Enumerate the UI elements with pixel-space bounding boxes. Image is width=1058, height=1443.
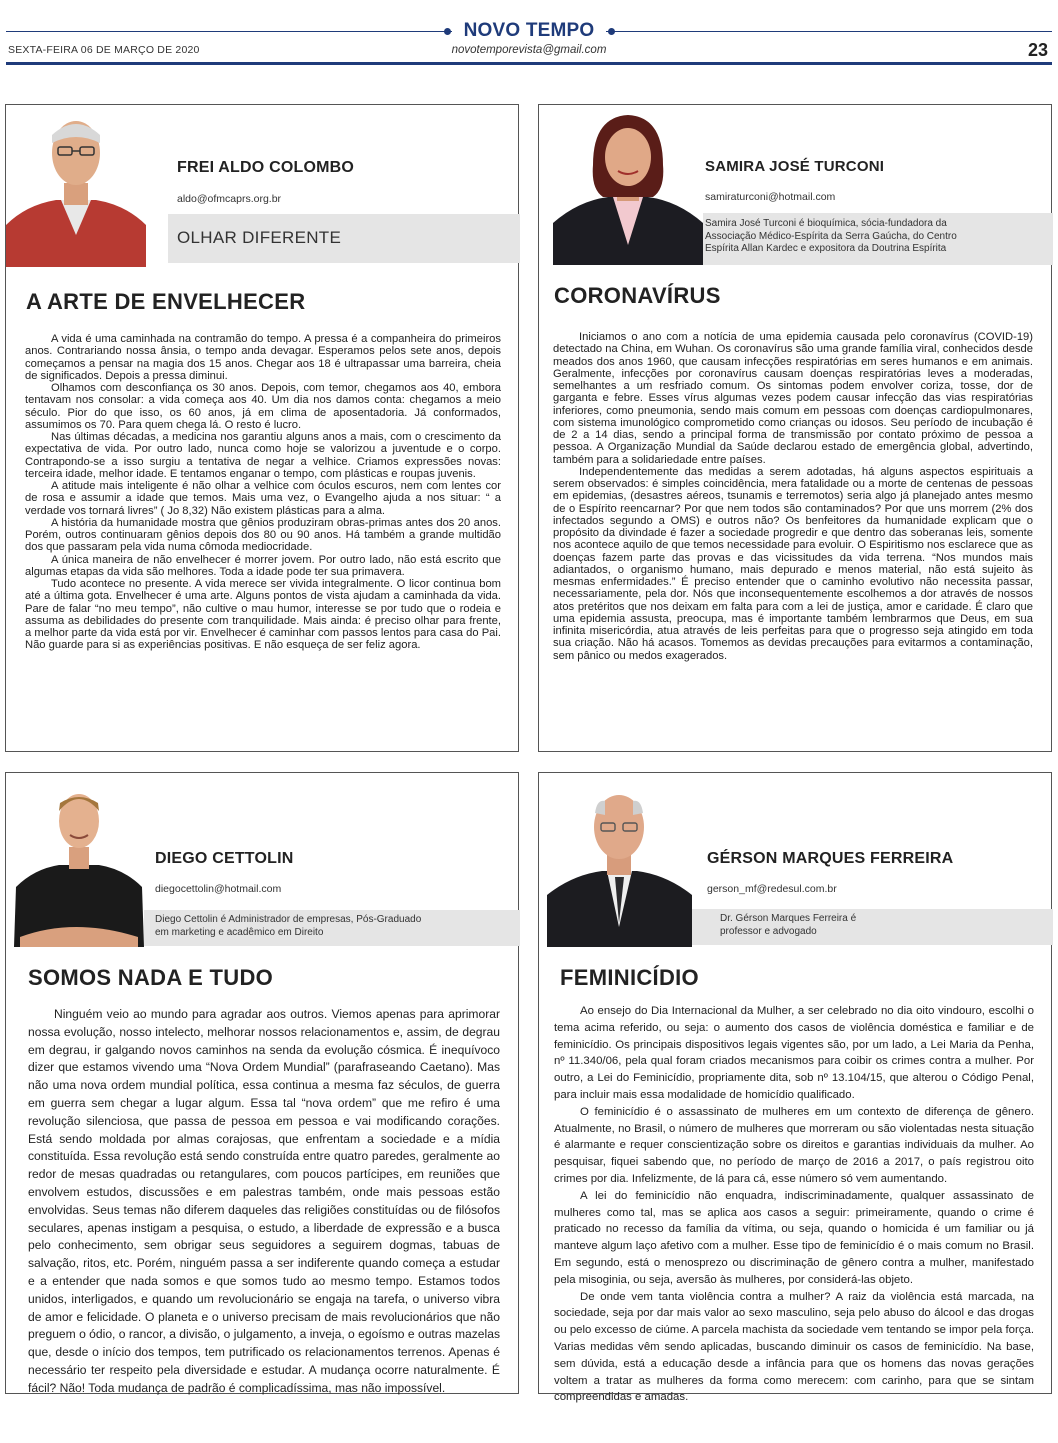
article-card-samira (538, 104, 1052, 752)
paragraph: Independentemente das medidas a serem adotadas, há alguns aspectos espirituais a serem observados: é simples coincidência, mera fatalidade ou a morte de centenas de pessoas em epidemias, (desastres aéreos, tsunamis e terremotos) seria algo já planejado antes mesmo de o Espírito reencarnar? Por que nem todos são contaminados? Por que uns morrem (2% dos infectados segundo a OMS) e outros não? Os benfeitores da humanidade explicam que o propósito da divindade é fazer a sociedade progredir e que dentro das soberanas leis, somente nos acontece aquilo de que temos necessidade para evoluir. O Espiritismo nos esclarece que as doenças fazem parte das provas e das vicissitudes da vida terrena. “Nos mundos mais adiantados, o organismo humano, mais depurado e menos material, não está sujeito às mesmas enfermidades.” É preciso entender que o caminho evolutivo não necessita passar, necessariamente, pela dor. Nós que inconsequentemente escolhemos a dor através de nossos atos pretéritos que nos deixam em falta para com a lei de justiça, amor e caridade. É claro que uma epidemia assusta, preocupa, mas é importante também lembrarmos que Deus, em sua infinita misericórdia, atua através de leis perfeitas para que o progresso seja atingido em toda sua criação. Não há acasos. Tomemos as devidas precauções para evitarmos a contaminação, sem pânico ou medos exagerados. (553, 465, 1033, 662)
masthead-title: NOVO TEMPO (0, 20, 1058, 42)
edition-date: SEXTA-FEIRA 06 DE MARÇO DE 2020 (8, 44, 200, 56)
author-photo (6, 105, 146, 267)
article-title: FEMINICÍDIO (560, 965, 699, 990)
author-email: aldo@ofmcaprs.org.br (177, 193, 282, 205)
author-bio: Diego Cettolin é Administrador de empresas, Pós-Graduado em marketing e acadêmico em Direito (155, 914, 422, 938)
article-body (25, 333, 501, 652)
author-name: GÉRSON MARQUES FERREIRA (707, 850, 954, 867)
paragraph: O feminicídio é o assassinato de mulheres em um contexto de diferença de gênero. Atualmente, no Brasil, o número de mulheres que morreram ou são violentadas nesta situação é alarmante e requer conscientização sobre os direitos e garantias individuais da mulher. Ao pesquisar, fiquei sabendo que, no período de março de 2016 a 2017, o país registrou oito crimes por dia. Infelizmente, de lá para cá, esse número só vem aumentando. (554, 1105, 1034, 1185)
paragraph: A vida é uma caminhada na contramão do tempo. A pressa é a companheira do primeiros anos. Contrariando nossa ânsia, o tempo anda devagar. Esperamos pelos sete anos, depois começamos a pensar na magia dos 15 anos. Chegar aos 18 é ultrapassar uma barreira, cheia de significados. Depois a pressa diminui. (25, 333, 501, 382)
author-name: SAMIRA JOSÉ TURCONI (705, 158, 885, 175)
paragraph: A história da humanidade mostra que gênios produziram obras-primas antes dos 20 anos. Porém, outros continuaram gênios depois dos 80 ou 90 anos. Há também a grande multidão dos que passaram pela vida numa cômoda mediocridade. (25, 516, 501, 554)
author-photo (553, 105, 703, 265)
page-number: 23 (1027, 40, 1048, 60)
newspaper-email: novotemporevista@gmail.com (451, 44, 607, 56)
article-card-diego (5, 772, 519, 1394)
column-name: OLHAR DIFERENTE (177, 228, 342, 247)
masthead-rule-thick (6, 62, 1052, 65)
paragraph: Nas últimas décadas, a medicina nos garantiu alguns anos a mais, com o crescimento da expectativa de vida. Por outro lado, nunca como hoje se valorizou a juventude e o corpo. Contrapondo-se a isso surgiu a tentativa de negar a velhice. Criamos expressões novas: terceira idade, melhor idade. E tentamos enganar o tempo, com plásticas e roupas juvenis. (25, 431, 501, 480)
author-email: samiraturconi@hotmail.com (705, 191, 836, 203)
author-name: DIEGO CETTOLIN (155, 850, 294, 867)
article-card-gerson (538, 772, 1052, 1404)
paragraph: A atitude mais inteligente é não olhar a velhice com óculos escuros, nem com lentes cor de rosa e assumir a idade que temos. Mais uma vez, o Evangelho ajuda a nos situar: “ a verdade vos tornará livres” ( Jo 8,32) Não existem plásticas para a alma. (25, 480, 501, 517)
paragraph: De onde vem tanta violência contra a mulher? A raiz da violência está marcada, na sociedade, seja por dar mais valor ao sexo masculino, seja pelo abuso do álcool e das drogas ou pelo excesso de ciúme. A parcela machista da sociedade vem tentando se impor pela força. Varias medidas vêm sendo aplicadas, buscando diminuir os casos de feminicídio. Na base, sem dúvida, está a educação desde a infância para que os homens das novas gerações voltem a tratar as mulheres da forma como merecem: com carinho, para que se sintam compreendidas e amadas. (554, 1290, 1034, 1404)
article-title: A ARTE DE ENVELHECER (26, 289, 306, 314)
article-body (554, 1003, 1034, 1406)
paragraph: A lei do feminicídio não enquadra, indiscriminadamente, qualquer assassinato de mulheres como tal, mas se aplica aos casos a seguir: primeiramente, quando o crime é praticado no recesso da família da vítima, ou seja, quando o homicida é um familiar ou já manteve algum laço afetivo com a mulher. Esse tipo de feminicídio é o mais comum no Brasil. Em segundo, está o menosprezo ou discriminação de gênero contra a mulher, manifestado pela misoginia, ou seja, aversão às mulheres, por considerá-las objeto. (554, 1189, 1034, 1286)
article-title: CORONAVÍRUS (554, 283, 721, 308)
author-email: diegocettolin@hotmail.com (155, 883, 282, 895)
paragraph: Iniciamos o ano com a notícia de uma epidemia causada pelo coronavírus (COVID-19) detectado na China, em Wuhan. Os coronavírus são uma grande família viral, conhecidos desde meados dos anos 1960, que causam infecções respiratórias em seres humanos e em animais. Geralmente, infecções por coronavírus causam doenças respiratórias leves a moderadas, semelhantes a um resfriado comum. Os sintomas podem envolver coriza, tosse, dor de garganta e febre. Esses vírus algumas vezes podem causar infecção das vias respiratórias inferiores, como pneumonia, sendo mais comum em pessoas com doenças cardiopulmonares, com sistema imunológico comprometido como crianças ou idosos. Seu período de incubação é de 2 a 14 dias, sendo a principal forma de transmissão por contato próximo de pessoa a pessoa. A Organização Mundial da Saúde declarou estado de emergência global, advertindo, também para a solidariedade entre países. (553, 331, 1033, 466)
paragraph: Ninguém veio ao mundo para agradar aos outros. Viemos apenas para aprimorar nossa evolução, nosso intelecto, melhorar nossos relacionamentos e, assim, de degrau em degrau, ir galgando novos caminhos na senda da evolução cósmica. É inequívoco dizer que estamos vivendo uma “Nova Ordem Mundial” (parafraseando Caetano). Mas não uma nova ordem mundial política, essa continua a mesma faz séculos, de guerra em guerra sem chegar a lugar algum. Essa tal “nova ordem” que me refiro é uma revolução silenciosa, que passa de pessoa em pessoa e vai modificando corações. Está sendo moldada por almas corajosas, que enfrentam a sociedade e a mídia constituída. Essa revolução está sendo construída entre quatro paredes, geralmente ao redor de mesas quadradas ou retangulares, com poucos partícipes, em reuniões que envolvem estudos, discussões e em palestras também, onde mais pessoas estão envolvidas. Seus temas não diferem daqueles das religiões constituídas ou de filósofos seculares, apenas instigam a pesquisa, o estudo, a liberdade de expressão e a busca pelo conhecimento, sem obrigar seus seguidores a seguirem dogmas, tabuas de salvação, ritos, etc. Porém, ninguém passa a ser indiferente quando começa a estudar e a entender que nada somos e que somos tudo ao mesmo tempo. Estamos todos unidos, interligados, e quando um revolucionário se engaja na tarefa, o universo vibra de amor e felicidade. O planeta e o universo precisam de mais revolucionários que não preguem o ódio, o rancor, a divisão, o julgamento, a inveja, o egoísmo e outras mazelas que, desde o início dos tempos, tem putrificado os relacionamentos terrenos. Apenas é necessário ter respeito pela diversidade e estudar. A mudança ocorre naturalmente. É fácil? Não! Toda mudança de padrão é complicadíssima, mas não impossível. (28, 1007, 500, 1395)
paragraph: A única maneira de não envelhecer é morrer jovem. Por outro lado, não está escrito que algumas etapas da vida são melhores. Toda a idade pode ter sua primavera. (25, 553, 501, 578)
paragraph: Ao ensejo do Dia Internacional da Mulher, a ser celebrado no dia oito vindouro, escolhi o tema acima referido, ou seja: o aumento dos casos de violência doméstica e familiar e de feminicídio. Os principais dispositivos legais vigentes são, por um lado, a Lei Maria da Penha, nº 11.340/06, pela qual foram criados mecanismos para coibir os crimes contra a mulher. Por outro, a Lei do Feminicídio, propriamente dita, sob nº 13.104/15, que alterou o Código Penal, para incluir mais essa modalidade de homicídio qualificado. (554, 1005, 1034, 1101)
article-title: SOMOS NADA E TUDO (28, 965, 274, 990)
article-body (28, 1006, 500, 1398)
author-email: gerson_mf@redesul.com.br (707, 883, 837, 895)
paragraph: Tudo acontece no presente. A vida merece ser vivida integralmente. O licor continua bom até a última gota. Envelhecer é uma arte. Alguns pontos de vista ajudam a caminhada da vida. Pare de falar “no meu tempo”, não cultive o mau humor, interesse se por tudo que o rodeia e assuma as debilidades do presente com tranquilidade. Mais ainda: é preciso olhar para frente, a melhor parte da vida está por vir. Envelhecer é caminhar com passos lentos para casa do Pai. Não guarde para si as experiências positivas. E não esqueça de ser feliz agora. (25, 578, 501, 652)
paragraph: Olhamos com desconfiança os 30 anos. Depois, com temor, chegamos aos 40, embora tentavam nos consolar: a vida começa aos 40. Um dia nos damos conta: chegamos a meio século. Pior do que isso, os 60 anos, já em clima de aposentadoria. Já conformados, assumimos os 70. Para quem chega lá. O resto é lucro. (25, 382, 501, 431)
author-photo (547, 777, 692, 947)
author-bio: Samira José Turconi é bioquímica, sócia-fundadora da Associação Médico-Espírita da Serra Gaúcha, do Centro Espírita Allan Kardec e expositora da Doutrina Espírita (705, 218, 957, 254)
author-bio: Dr. Gérson Marques Ferreira é professor e advogado (720, 913, 857, 937)
article-card-aldo (5, 104, 519, 752)
author-photo (14, 777, 144, 947)
author-name: FREI ALDO COLOMBO (177, 159, 355, 176)
article-body (553, 331, 1033, 662)
